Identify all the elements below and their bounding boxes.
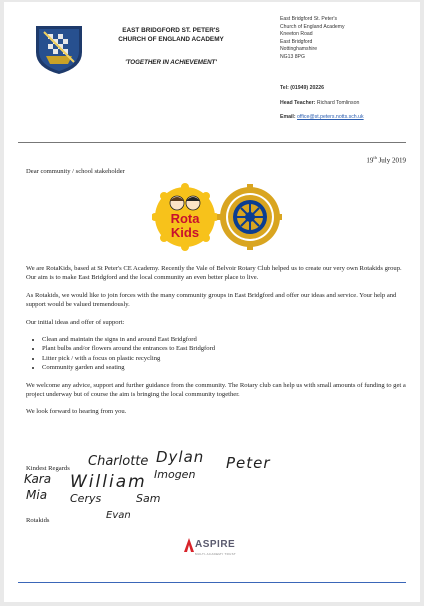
school-telephone: Tel: (01949) 20226	[280, 85, 325, 91]
list-item: • Plant bulbs and/or flowers around the entrances to East Bridgford	[42, 344, 408, 353]
school-email: Email: office@st.peters.notts.sch.uk	[280, 114, 364, 120]
support-ideas-list	[26, 335, 408, 373]
signature-sam: Sam	[136, 492, 161, 505]
list-item: • Clean and maintain the signs in and around East Bridgford	[42, 335, 408, 344]
school-address: East Bridgford St. Peter's Church of England Academy Kneeton Road East Bridgford Nottinghamshire NG13 8PG	[280, 16, 345, 60]
school-crest-icon	[34, 24, 84, 76]
signature-cerys: Cerys	[70, 492, 102, 505]
svg-text:Kids: Kids	[170, 225, 200, 240]
footer-divider	[18, 582, 406, 583]
signature-kara: Kara	[24, 472, 52, 486]
signature-peter: Peter	[226, 454, 271, 472]
list-item: • Community garden and seating	[42, 363, 408, 372]
letter-body	[26, 264, 408, 425]
list-item: • Litter pick / with a focus on plastic recycling	[42, 354, 408, 363]
paragraph: As Rotakids, we would like to join forces with the many community groups in East Bridgford and offer our ideas and service. Your help and support would be valued tremendously.	[26, 291, 397, 309]
email-link[interactable]: office@st.peters.notts.sch.uk	[297, 114, 364, 120]
head-teacher: Head Teacher: Richard Tomlinson	[280, 100, 360, 106]
school-motto: 'TOGETHER IN ACHIEVEMENT'	[125, 59, 217, 66]
signoff: Rotakids	[26, 517, 50, 524]
rotakids-logo	[152, 183, 219, 251]
paragraph: We are RotaKids, based at St Peter's CE Academy. Recently the Vale of Belvoir Rotary Club helped us to create our very own Rotakids group. Our aim is to make East Bridgford and the local community an even better place to live.	[26, 265, 402, 282]
logos-row	[152, 182, 282, 252]
signature-charlotte: Charlotte	[88, 454, 149, 469]
kind-regards: Kindest Regards	[26, 465, 70, 472]
svg-text:Rota: Rota	[170, 211, 200, 226]
letter-date: 19th July 2019	[366, 155, 406, 165]
signature-dylan: Dylan	[156, 448, 205, 466]
paragraph: Our initial ideas and offer of support:	[26, 318, 125, 326]
salutation: Dear community / school stakeholder	[26, 168, 125, 175]
aspire-logo-icon	[184, 538, 194, 552]
paragraph: We look forward to hearing from you.	[26, 408, 127, 416]
signature-william: William	[70, 472, 147, 492]
aspire-logo-text: ASPIRE	[195, 539, 236, 550]
rotary-wheel-logo	[217, 184, 282, 250]
paragraph: We welcome any advice, support and further guidance from the community. The Rotary club can help us with small amounts of funding to get a project underway but of course the aim is bringing the local community together.	[26, 381, 406, 399]
letter-page	[4, 2, 420, 602]
aspire-logo-subtext: MULTI-ACADEMY TRUST	[195, 552, 237, 556]
signature-evan: Evan	[106, 510, 131, 521]
header-divider	[18, 142, 406, 143]
signature-imogen: Imogen	[154, 468, 196, 481]
signature-mia: Mia	[26, 488, 48, 502]
school-name: EAST BRIDGFORD ST. PETER'S CHURCH OF ENGLAND ACADEMY	[118, 27, 224, 43]
